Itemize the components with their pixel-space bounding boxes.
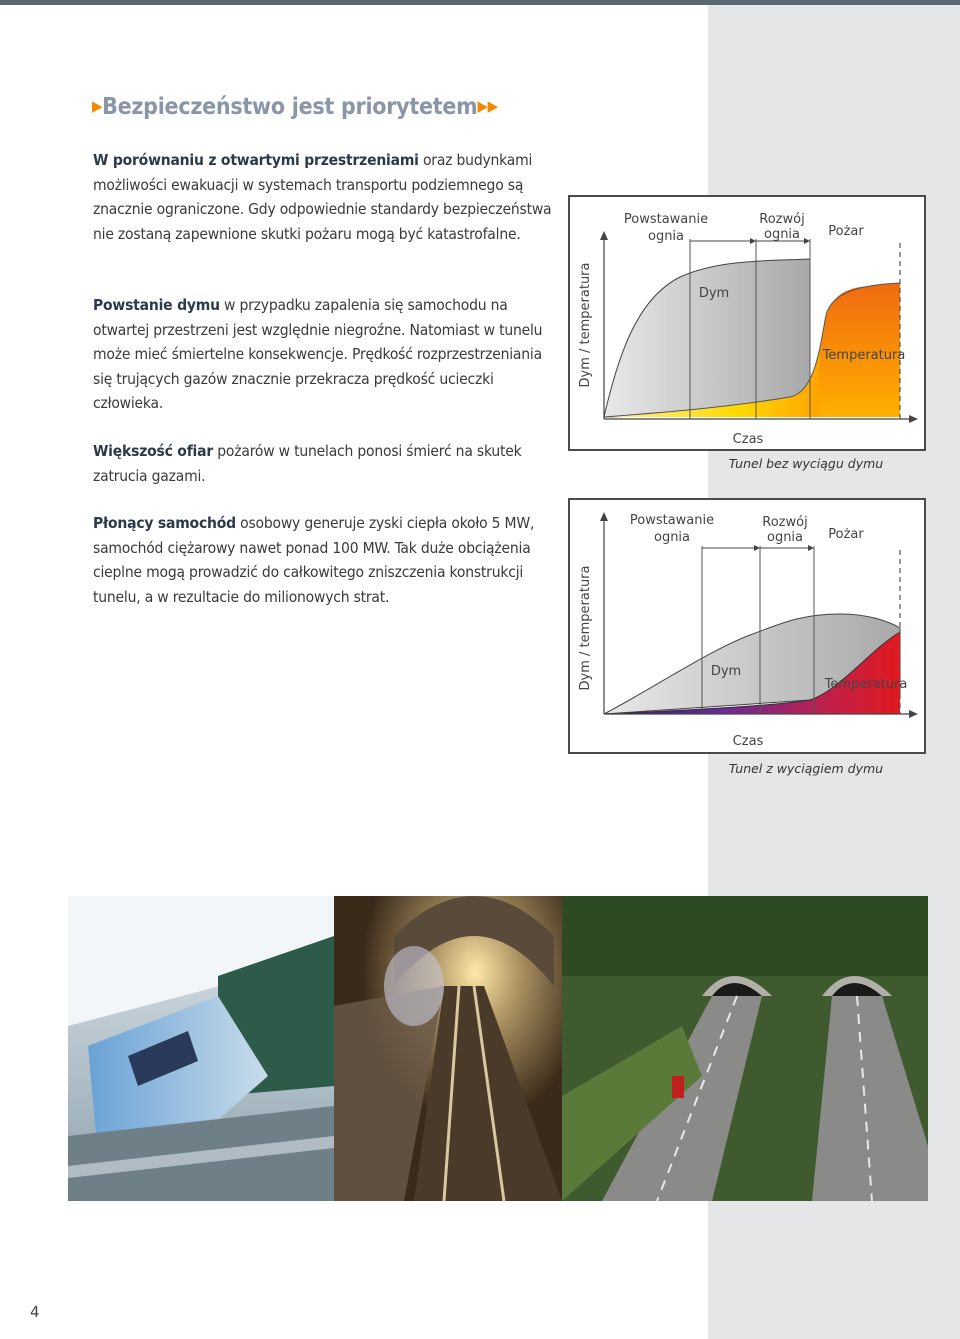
series-temperature-label: Temperatura: [824, 677, 908, 692]
paragraph-4: [93, 511, 563, 609]
page-number: 4: [30, 1303, 40, 1321]
triangle-bullet-icon: ▶: [92, 97, 103, 115]
chart-1-caption: Tunel bez wyciągu dymu: [728, 456, 884, 471]
phase-2-label-2: ognia: [763, 227, 801, 242]
phase-1-label: Powstawanie: [629, 513, 715, 528]
phase-3-label: Pożar: [828, 224, 864, 239]
paragraph-2: [93, 293, 563, 416]
paragraph-lead: W porównaniu z otwartymi przestrzeniami: [93, 151, 419, 169]
photo-strip: [68, 896, 928, 1201]
y-axis-label: Dym / temperatura: [578, 262, 593, 388]
series-smoke-label: Dym: [710, 664, 742, 679]
paragraph-text: oraz budynkami możliwości ewakuacji w systemach transportu podziemnego są znacznie ograniczone. Gdy odpowiednie standardy bezpieczeństwa nie zostaną zapewnione skutki pożaru mogą być katastrofalne.: [93, 151, 552, 243]
phase-1-label-2: ognia: [653, 530, 691, 545]
paragraph-lead: Powstanie dymu: [93, 296, 220, 314]
phase-1-label-2: ognia: [647, 229, 685, 244]
phase-3-label: Pożar: [828, 527, 864, 542]
metro-train-photo: [68, 896, 334, 1201]
double-triangle-icon: ▶▶: [477, 97, 498, 115]
chart-no-extraction: [568, 195, 926, 451]
chart-with-extraction: [568, 498, 926, 754]
subway-station-photo: [334, 896, 562, 1201]
chart-2-caption: Tunel z wyciągiem dymu: [728, 761, 884, 776]
y-axis-label: Dym / temperatura: [578, 565, 593, 691]
x-axis-label: Czas: [732, 432, 764, 447]
smoke-area: [604, 259, 810, 417]
paragraph-lead: Większość ofiar: [93, 442, 214, 460]
paragraph-1: [93, 148, 563, 246]
phase-2-label: Rozwój: [762, 515, 808, 530]
heading-text: Bezpieczeństwo jest priorytetem: [102, 94, 478, 120]
paragraph-text: w przypadku zapalenia się samochodu na otwartej przestrzeni jest względnie niegroźne. Natomiast w tunelu może mieć śmiertelne konsekwencje. Prędkość rozprzestrzeniania się trujących gazów znacznie przekracza prędkość ucieczki człowieka.: [93, 296, 543, 412]
section-heading: [92, 94, 498, 120]
paragraph-text: osobowy generuje zyski ciepła około 5 MW, samochód ciężarowy nawet ponad 100 MW. Tak duże obciążenia cieplne mogą prowadzić do całkowitego zniszczenia konstrukcji tunelu, a w rezultacie do milionowych strat.: [93, 514, 535, 606]
phase-2-label: Rozwój: [759, 212, 805, 227]
series-temperature-label: Temperatura: [822, 348, 906, 363]
road-tunnel-portals-photo: [562, 896, 928, 1201]
paragraph-lead: Płonący samochód: [93, 514, 236, 532]
paragraph-text: pożarów w tunelach ponosi śmierć na skutek zatrucia gazami.: [93, 442, 522, 485]
phase-1-label: Powstawanie: [623, 212, 709, 227]
paragraph-3: [93, 439, 563, 488]
series-smoke-label: Dym: [698, 286, 730, 301]
phase-2-label-2: ognia: [766, 530, 804, 545]
x-axis-label: Czas: [732, 734, 764, 749]
